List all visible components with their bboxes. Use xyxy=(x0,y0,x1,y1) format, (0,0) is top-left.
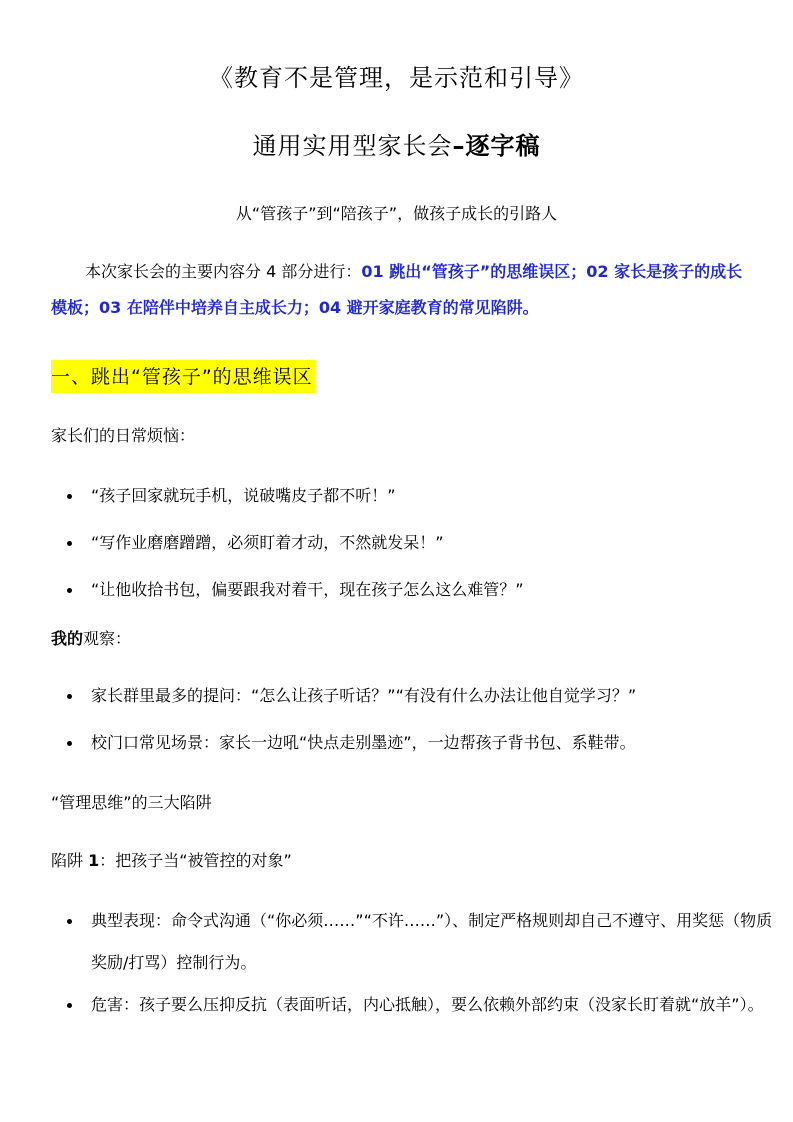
bullet-icon xyxy=(67,694,72,699)
bullet-icon xyxy=(67,494,72,499)
traps-heading: “管理思维”的三大陷阱 xyxy=(51,793,212,812)
trap1-points-list xyxy=(67,900,777,1026)
list-item: “写作业磨磨蹭蹭，必须盯着才动，不然就发呆！” xyxy=(67,525,767,561)
intro-agenda: 01 跳出“管孩子”的思维误区；02 家长是孩子的成长模板；03 在陪伴中培养自主成长力；04 避开家庭教育的常见陷阱。 xyxy=(51,262,743,317)
subtitle-bold: 逐字稿 xyxy=(465,132,541,160)
subtitle-regular: 通用实用型家长会 xyxy=(252,132,453,160)
worries-list xyxy=(67,478,767,608)
bullet-icon xyxy=(67,541,72,546)
list-item: 危害：孩子要么压抑反抗（表面听话，内心抵触），要么依赖外部约束（没家长盯着就“放羊”）。 xyxy=(67,984,777,1026)
list-item: “让他收拾书包，偏要跟我对着干，现在孩子怎么这么难管？” xyxy=(67,572,767,608)
observation-label: 我的观察： xyxy=(51,629,132,648)
section-heading-1: 一、跳出“管孩子”的思维误区 xyxy=(51,360,315,393)
intro-paragraph xyxy=(51,254,751,326)
document-title: 《教育不是管理，是示范和引导》 xyxy=(209,64,584,92)
bullet-icon xyxy=(67,741,72,746)
document-tagline: 从“管孩子”到“陪孩子”，做孩子成长的引路人 xyxy=(235,204,558,223)
bullet-icon xyxy=(67,588,72,593)
list-item: “孩子回家就玩手机，说破嘴皮子都不听！” xyxy=(67,478,767,514)
worries-label: 家长们的日常烦恼： xyxy=(51,426,196,445)
bullet-icon xyxy=(67,1003,72,1008)
subtitle-dash: – xyxy=(452,132,466,160)
list-item: 家长群里最多的提问：“怎么让孩子听话？”“有没有什么办法让他自觉学习？” xyxy=(67,678,777,714)
list-item: 校门口常见场景：家长一边吼“快点走别墨迹”，一边帮孩子背书包、系鞋带。 xyxy=(67,725,777,761)
trap1-label: 陷阱 1：把孩子当“被管控的对象” xyxy=(51,851,292,870)
observations-list xyxy=(67,678,777,761)
document-subtitle xyxy=(0,126,793,161)
bullet-icon xyxy=(67,919,72,924)
intro-lead: 本次家长会的主要内容分 4 部分进行： xyxy=(85,262,362,281)
list-item: 典型表现：命令式沟通（“你必须……”“不许……”）、制定严格规则却自己不遵守、用奖惩（物质奖励/打骂）控制行为。 xyxy=(67,900,777,984)
